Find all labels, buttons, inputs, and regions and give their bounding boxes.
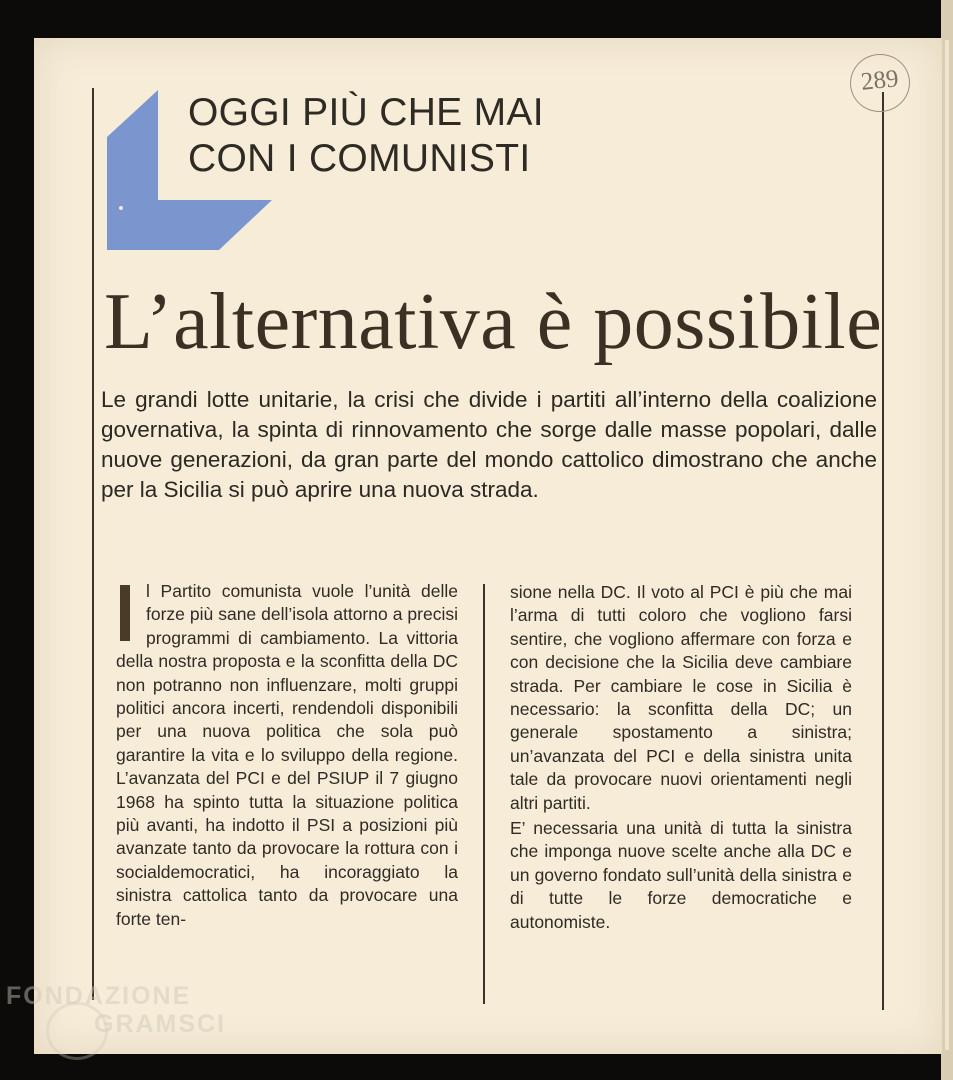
body-column-2-visible [510,581,852,934]
kicker-line-2: CON I COMUNISTI [188,137,531,180]
column-divider-rule [483,584,485,1004]
left-border-rule [92,88,94,1000]
watermark-line-1: FONDAZIONE [6,982,192,1010]
kicker-line-1: OGGI PIÙ CHE MAI [188,91,544,134]
right-border-rule [882,92,884,1010]
kicker-title [188,90,708,182]
adjacent-page-highlight [945,40,949,1050]
body-column-2-paragraph-1: sione nella DC. Il voto al PCI è più che mai l’arma di tutti coloro che vogliono farsi sentire, che vogliono affermare con forza e con decisione che la Sicilia deve cambiare strada. Per cambiare le cose in Sicilia è necessario: la sconfitta della DC; un generale spostamento a sinistra; un’avanzata del PCI e della sinistra unita tale da provocare nuovi orientamenti negli altri partiti. [510,582,852,813]
body-column-1 [116,580,458,931]
page-number-stamp: 289 [847,51,913,115]
body-column-1-text: l Partito comunista vuole l’unità delle forze più sane dell’isola attorno a precisi programmi di cambiamento. La vittoria della nostra proposta e la sconfitta della DC non potranno non influenzare, molti gruppi politici ancora incerti, rendendoli disponibili per una nuova politica che sola può garantire la vita e lo sviluppo della regione. L’avanzata del PCI e del PSIUP il 7 giugno 1968 ha spinto tutta la situazione politica più avanti, ha indotto il PSI a posizioni più avanzate tanto da provocare la rottura con i socialdemocratici, ha incoraggiato la sinistra cattolica tanto da provocare una forte ten- [116,581,458,929]
watermark-line-2: GRAMSCI [94,1010,227,1038]
body-column-2-paragraph-2: E’ necessaria una unità di tutta la sinistra che imponga nuove scelte anche alla DC e un governo fondato sull’unità della sinistra e di tutte le forze democratiche e autonomiste. [510,818,852,932]
lead-paragraph: Le grandi lotte unitarie, la crisi che divide i partiti all’interno della coalizione governativa, la spinta di rinnovamento che sorge dalle masse popolari, dalle nuove generazioni, da gran parte del mondo cattolico dimostrano che anche per la Sicilia si può aprire una nuova strada. [101,387,877,502]
ink-speck [119,206,123,210]
headline: L’alternativa è possibile [104,278,883,366]
archive-watermark [6,976,246,1056]
drop-cap-bar [120,585,130,641]
